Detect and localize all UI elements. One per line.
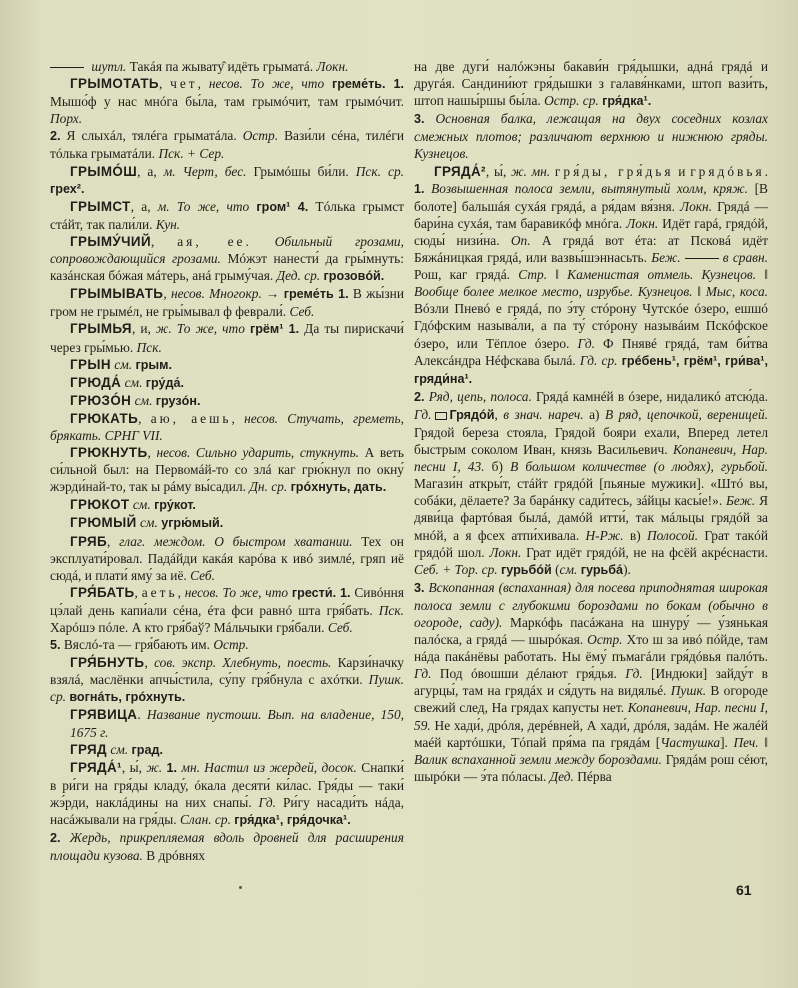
text: б) xyxy=(484,459,511,475)
text: , xyxy=(134,584,142,600)
italic-gloss: Дн. ср. xyxy=(249,479,288,495)
text: Ф Пнявé грядá, там би́тва Алексáндра Нéфскава былá. xyxy=(414,335,768,368)
text: , xyxy=(177,584,185,600)
text: на две дуги́ налóжэны бакави́н гря́дышки, аднá грядá и другáя. Сандини́ют гря́дышки з галавя́нками, штоп вази́ть, штоп нашы́ршы бы́ла. xyxy=(414,59,768,109)
entry-continuation xyxy=(50,829,404,864)
bold-reference: грём¹ 1. xyxy=(249,322,300,337)
bold-reference: 2. xyxy=(50,129,61,144)
spaced-form: грядóвья xyxy=(690,163,765,179)
entry-continuation xyxy=(414,388,768,579)
tilde-dash xyxy=(50,67,84,68)
text: , xyxy=(231,410,245,426)
italic-gloss: Себ. xyxy=(289,304,315,320)
text: , а, xyxy=(137,163,164,179)
entry-continuation xyxy=(50,127,404,162)
text: Грымóшы би́ли. xyxy=(246,163,356,179)
italic-gloss: Печ. xyxy=(733,734,759,750)
italic-gloss: сов. экспр. Хлебнуть, поесть. xyxy=(154,655,332,671)
italic-gloss: В ряд, цепочкой, вереницей. xyxy=(604,406,768,422)
left-column xyxy=(50,58,404,864)
headword: ГРЯ́БАТЬ xyxy=(70,584,135,600)
italic-gloss: ж. мн. xyxy=(511,163,551,179)
text: Карзи́начку взялá, маслёнки апчы́стила, су́пу гря́бнула с ахóтки. xyxy=(50,655,404,688)
italic-gloss: см. xyxy=(110,741,129,757)
dictionary-entry xyxy=(50,759,404,829)
italic-gloss: несов. Сильно ударить, стукнуть. xyxy=(156,445,360,461)
text: Ри́гу насади́ть нáда, насáжывали на гря́ды. xyxy=(50,794,405,828)
text: , ы́, xyxy=(121,759,147,775)
italic-gloss: В большом количестве (о людях), гурьбой. xyxy=(510,459,769,475)
headword: ГРЮДА́ xyxy=(70,374,122,390)
text: Я дяви́ца фартóвая былá, дамóй итти́, так мáльцы грядóй за мнóй, а я фсех атпи́хивала. xyxy=(414,493,768,543)
dictionary-entry xyxy=(50,198,404,233)
italic-gloss: Н-Рж. xyxy=(585,527,624,543)
dictionary-entry xyxy=(50,654,404,706)
headword: ГРЫН xyxy=(70,356,111,372)
italic-gloss: Себ. xyxy=(190,567,215,583)
dictionary-entry xyxy=(50,706,404,740)
text: , xyxy=(150,233,178,249)
text: , а, xyxy=(130,198,158,214)
text: Тех он эксплуати́ровал. Падáйди какáя карóва к ивó зимлé, гряп иё сюдá, и плати́ яму́ за иё. xyxy=(50,533,404,583)
italic-gloss: Себ. + Тор. ср. xyxy=(414,561,498,577)
headword: ГРЫМÓШ xyxy=(70,163,138,179)
bold-reference: греме́ть. 1. xyxy=(331,77,404,92)
text: , xyxy=(158,76,171,92)
italic-gloss: Оп. xyxy=(510,232,531,248)
bold-reference: угрю́мый. xyxy=(161,516,224,531)
entry-continuation xyxy=(50,636,404,654)
text: Снапки́ в ри́ги на гря́ды кладу́, óкала десяти́ ки́лас. Гря́ды — таки́ жэ́рди, наклáдины на них снапы́. xyxy=(50,759,404,810)
italic-gloss: см. xyxy=(139,515,158,531)
headword: ГРЯ́БНУТЬ xyxy=(70,655,145,671)
text: Грядá — бари́на сухáя, там баравикóф мнóга. xyxy=(414,198,768,231)
right-column xyxy=(414,58,768,785)
italic-gloss: ж. То же, что xyxy=(155,321,245,337)
italic-gloss: Локн. xyxy=(680,198,713,214)
italic-gloss: Копаневич, Нар. песни I, 59. xyxy=(414,700,768,733)
bold-reference: гром¹ 4. xyxy=(256,199,309,214)
italic-gloss: в знач. нареч. xyxy=(503,406,584,422)
italic-gloss: Вообще более мелкое место, изрубье. Кузнецов. xyxy=(414,284,693,300)
text: Сивóння цэ́лай день капи́али сéна, éта фси равнó шта гря́бать. xyxy=(50,584,404,618)
italic-gloss: Кун. xyxy=(155,216,181,232)
italic-gloss: Основная балка, лежащая на двух соседних козлах смежных плотов; различают верхнюю и нижнюю гряды. Кузнецов. xyxy=(414,111,768,162)
bold-reference: 2. xyxy=(50,831,61,846)
text: Грядá камнéй в óзере, нидаликó атсю́да. xyxy=(531,388,768,404)
bold-reference: грым. xyxy=(135,357,172,372)
text xyxy=(61,830,70,845)
text: ‖ xyxy=(756,267,769,283)
text: В жы́зни гром не грымéл, не гры́мывал ф феврали́. xyxy=(50,286,404,320)
italic-gloss: Дед. xyxy=(549,768,574,784)
text: Магази́н аткры́т, стáйт грядóй [пьяные мужики]. «Штó вы, собáки, дёлаете? За барáнку сади́тесь, зáйцы касы́е!». xyxy=(414,476,768,509)
text: а) xyxy=(583,406,605,422)
text: Маркóфь пасáжана на шнуру́ — у́зянькая палóска, а грядá — шырóкая. xyxy=(414,615,768,648)
italic-gloss: Пск. xyxy=(378,602,404,618)
italic-gloss: Пушк. ср. xyxy=(50,672,404,705)
spaced-form: чет xyxy=(170,76,198,92)
text: , xyxy=(163,286,171,302)
text: , xyxy=(197,76,209,92)
text: , xyxy=(494,406,504,422)
dictionary-entry xyxy=(50,233,404,285)
italic-gloss: Обильный грозами, сопровождающийся грозами. xyxy=(50,233,404,267)
text: Грядáм рош сéют, шырóки — э́та пóласы. xyxy=(414,751,768,784)
italic-gloss: Остр. ср. xyxy=(544,93,599,109)
headword: ГРЫМЬЯ xyxy=(70,321,132,337)
headword: ГРЮКНУТЬ xyxy=(70,445,148,461)
text: , xyxy=(144,655,155,671)
italic-gloss: несов. То же, что xyxy=(208,76,325,92)
dictionary-entry xyxy=(50,514,404,532)
bold-reference: грозовóй. xyxy=(323,269,385,284)
italic-gloss: Пск. xyxy=(136,339,162,355)
italic-gloss: Пск. + Сер. xyxy=(158,146,225,162)
italic-gloss: Гд. xyxy=(414,406,432,422)
italic-gloss: Гд. ср. xyxy=(579,352,618,368)
bold-reference: грéбень¹, грём¹, гри́ва¹, гряди́на¹. xyxy=(414,353,768,386)
text: Под óвошши дéлают гря́дья. xyxy=(431,666,626,682)
dictionary-entry xyxy=(50,444,404,496)
spaced-form: ая, ее. xyxy=(177,233,252,249)
text: ). xyxy=(623,561,631,577)
dictionary-entry xyxy=(50,392,404,410)
bold-reference: гря́дка¹. xyxy=(602,94,652,109)
text: В дрóвнях xyxy=(142,848,206,864)
text: Такáя па жывату̂ идёть грыматá. xyxy=(126,59,317,74)
text: Харóшэ пóле. А кто гря́баў? Мáльчыки гря́бали. xyxy=(50,620,328,635)
bold-reference: 1. xyxy=(414,181,425,196)
spaced-form: аю, аешь xyxy=(150,410,232,426)
italic-gloss: Вскопанная (вспаханная) для посева приподнятая широкая полоса земли с глубокими бороздами по бокам (обычно в огороде, саду). xyxy=(414,579,768,630)
dictionary-entry xyxy=(50,356,404,374)
headword: ГРЯД xyxy=(70,741,107,757)
italic-gloss: м. То же, что xyxy=(157,198,250,214)
text: ‖ xyxy=(758,734,769,750)
italic-gloss: несов. Стучать, греметь, брякать. СРНГ VII. xyxy=(50,410,404,443)
dictionary-entry xyxy=(50,533,404,584)
text: Рош, каг грядá. xyxy=(414,267,519,283)
spaced-form: гря́ды, гря́дья xyxy=(554,163,674,179)
italic-gloss: шутл. xyxy=(88,59,127,74)
text: А веть си́льной был: на Первомáй-то со злá каг грю́кнул по окну́ жэрди́най-то, так ы рáму вы́садил. xyxy=(50,445,405,495)
italic-gloss: Гд. xyxy=(625,666,643,682)
headword: ГРЫМОТАТЬ xyxy=(70,76,159,92)
phrase-marker-icon xyxy=(435,412,447,420)
entry-continuation xyxy=(414,110,768,162)
bold-reference: 1. xyxy=(166,760,178,775)
headword: ГРЮКОТ xyxy=(70,497,130,513)
italic-gloss: Порх. xyxy=(50,111,83,127)
text: Мóжэт нанести́ да гры́мнуть: казáнская бóжая мáтерь, анá грыму́чая. xyxy=(50,251,405,284)
text: ‖ xyxy=(547,267,568,283)
bold-reference: гру́да́. xyxy=(145,375,185,390)
text: , xyxy=(107,533,120,549)
italic-gloss: Беж. xyxy=(725,493,756,509)
italic-gloss: Копаневич, Нар. песни I, 43. xyxy=(414,442,768,475)
dictionary-entry xyxy=(50,320,404,355)
text: Вóзли Пневó е грядá, по э́ту стóрону Чутскóе óзеро, ешшó Гдóфским называ́ли, а па ту́ стóрону назывáим Пскóфское óзеро, или Тёплое óзеро. xyxy=(414,301,768,351)
headword: ГРЯВИЦА xyxy=(70,707,138,723)
italic-gloss: см. xyxy=(134,392,153,408)
text: [Индюки] зайду́т в агурцы́, там на грядáх и ся́дуть на видяльé. xyxy=(414,666,768,699)
italic-gloss: Дед. ср. xyxy=(276,268,321,284)
text: , и, xyxy=(131,321,156,337)
text: Хто ш за ивó пóйде, там нáда пакáнёвы работать. Ны ёму́ пъмагáли гря́дóвья палóть. xyxy=(414,632,768,665)
dictionary-entry xyxy=(50,741,404,759)
entry-continuation xyxy=(414,58,768,110)
dictionary-entry xyxy=(50,374,404,392)
italic-gloss: Ряд, цепь, полоса. xyxy=(428,388,532,404)
text: , xyxy=(147,445,157,461)
bold-reference: вогнáть, грóхнуть. xyxy=(69,690,186,705)
bold-reference: гурьбóй xyxy=(501,562,552,577)
italic-gloss: глаг. междом. О быстром хватании. xyxy=(119,533,353,549)
text: Вази́ли сéна, тилéги тóлька грыматáли. xyxy=(50,128,404,162)
dictionary-entry xyxy=(50,496,404,514)
headword: ГРЮЗÓН xyxy=(70,392,132,408)
italic-gloss: Жердь, прикрепляемая вдоль дровней для расширения площади кузова. xyxy=(50,830,404,864)
italic-gloss: мн. Настил из жердей, досок. xyxy=(181,759,357,775)
text: [В болоте] бальшáя сухáя грядá, а ря́дам вя́зня. xyxy=(414,180,768,214)
text: Не хади́, дрóля, дерéвней, А хади́, дрóля, задáм. Не жалéй маéй картóшки, Тóпай пря́ма па грядáм [ xyxy=(414,717,768,750)
page-number: 61 xyxy=(736,882,752,898)
dictionary-entry xyxy=(50,285,404,320)
text: Да ты пирискачи́ через гры́мью. xyxy=(50,321,404,355)
italic-gloss: Мыс, коса. xyxy=(705,284,768,300)
italic-gloss: Остр. xyxy=(587,632,623,648)
text: Грядой береза стояла, Грядой бояри ехали, Вперед летел быстрым соколом Иван, князь Васильевич. xyxy=(414,424,768,458)
headword: ГРЯДА́¹ xyxy=(70,759,122,775)
bold-reference: 3. xyxy=(414,580,425,595)
text: ‖ xyxy=(692,284,706,300)
bold-reference: грести́. 1. xyxy=(291,585,351,600)
text xyxy=(425,111,436,126)
text: в) xyxy=(623,527,647,543)
text: Вяслó-та — гря́бають им. xyxy=(60,637,214,653)
bold-reference: гру́кот. xyxy=(154,498,196,513)
italic-gloss: Гд. xyxy=(414,666,432,682)
bold-reference: грóхнуть, дать. xyxy=(290,480,387,495)
italic-gloss: Пушк. xyxy=(670,683,707,699)
bold-reference: гурьбá xyxy=(580,562,624,577)
headword: ГРЫМСТ xyxy=(70,198,131,214)
headword: ГРЫМЫВАТЬ xyxy=(70,286,164,302)
headword: ГРЫМУ́ЧИЙ xyxy=(70,233,151,249)
italic-gloss: Гд. xyxy=(577,335,595,351)
spaced-form: аеть xyxy=(141,584,178,600)
italic-gloss: Беж. xyxy=(651,250,681,266)
italic-gloss: Частушка xyxy=(660,734,721,750)
text: Пéрва xyxy=(573,768,612,784)
italic-gloss: м. Черт, бес. xyxy=(163,163,247,179)
text: . xyxy=(764,163,768,179)
bold-reference: 5. xyxy=(50,638,61,653)
text: , ы́, xyxy=(485,163,512,179)
text: ]. xyxy=(720,734,734,750)
italic-gloss: см. xyxy=(132,497,151,513)
bold-reference: град. xyxy=(131,742,163,757)
text: . xyxy=(137,707,147,723)
text: , xyxy=(138,410,151,426)
bold-reference: Грядóй xyxy=(449,407,495,422)
italic-gloss: Каменистая отмель. Кузнецов. xyxy=(567,267,757,283)
italic-gloss: Возвышенная полоса земли, вытянутый холм, кряж. xyxy=(431,180,748,196)
text: ( xyxy=(551,561,560,577)
italic-gloss: см. xyxy=(124,374,143,390)
entry-continuation xyxy=(414,579,768,785)
dictionary-entry xyxy=(50,163,404,198)
entry-continuation xyxy=(50,58,404,75)
italic-gloss: Локн. xyxy=(316,59,349,74)
dictionary-entry xyxy=(50,75,404,127)
italic-gloss: Пск. ср. xyxy=(355,163,404,179)
text: Грат такóй грядóй шол. xyxy=(414,527,769,560)
italic-gloss: Остр. xyxy=(213,637,249,653)
italic-gloss: несов. Многокр. xyxy=(170,286,262,302)
text: Грат идёт грядóй, не на фсёй акрéснасти. xyxy=(521,544,768,560)
text: Идёт гарá, грядóй, сюды́ низи́на. xyxy=(414,215,768,248)
text: Мышо́ф у нас мнóга бы́ла, там грымóчит, там грымóчит. xyxy=(50,94,404,110)
dictionary-entry xyxy=(50,410,404,444)
italic-gloss: см. xyxy=(559,561,578,577)
italic-gloss: Остр. xyxy=(242,128,279,144)
bold-reference: греме́ть 1. xyxy=(283,287,349,302)
text xyxy=(324,76,332,91)
italic-gloss: Название пустоши. Вып. на владение, 150, 1675 г. xyxy=(70,707,404,740)
text: Я слыхáл, тялéга грыматáла. xyxy=(60,128,243,144)
italic-gloss: несов. То же, что xyxy=(184,584,289,600)
italic-gloss: Слан. ср. xyxy=(179,812,231,828)
dictionary-entry xyxy=(50,584,404,636)
italic-gloss: Себ. xyxy=(327,620,353,635)
headword: ГРЮКАТЬ xyxy=(70,410,139,426)
text: → xyxy=(261,286,284,302)
italic-gloss: Стр. xyxy=(518,267,548,283)
bold-reference: 2. xyxy=(414,389,425,404)
text: В огороде свежий след, На грядах капусты нет. xyxy=(414,683,768,716)
bold-reference: грех². xyxy=(50,181,85,196)
dictionary-entry xyxy=(414,163,768,388)
italic-gloss: Локн. xyxy=(626,215,659,231)
italic-gloss: Локн. xyxy=(489,544,522,560)
italic-gloss: ж. xyxy=(146,759,163,775)
bold-reference: 3. xyxy=(414,112,425,127)
bold-reference: грузóн. xyxy=(155,393,201,408)
italic-gloss: в сравн. xyxy=(722,250,768,266)
text: Тóлька грымст стáйт, так пали́ли. xyxy=(50,198,404,232)
italic-gloss: Полосой. xyxy=(646,527,699,543)
text xyxy=(252,234,275,249)
italic-gloss: Гд. xyxy=(258,794,277,810)
headword: ГРЯДА́² xyxy=(434,163,486,179)
headword: ГРЮМЫЙ xyxy=(70,515,137,531)
print-speck xyxy=(239,886,242,889)
bold-reference: гря́дка¹, гря́дочка¹. xyxy=(234,813,351,828)
text: и xyxy=(673,163,691,179)
tilde-dash xyxy=(685,258,719,259)
italic-gloss: Валик вспаханной земли между бороздами. xyxy=(414,751,662,767)
text: А грядá вот éта: ат Псковá идёт Бяжáницкая грядá, или вазвы́шэннасьть. xyxy=(414,232,768,266)
headword: ГРЯБ xyxy=(70,533,108,549)
italic-gloss: см. xyxy=(114,356,133,372)
